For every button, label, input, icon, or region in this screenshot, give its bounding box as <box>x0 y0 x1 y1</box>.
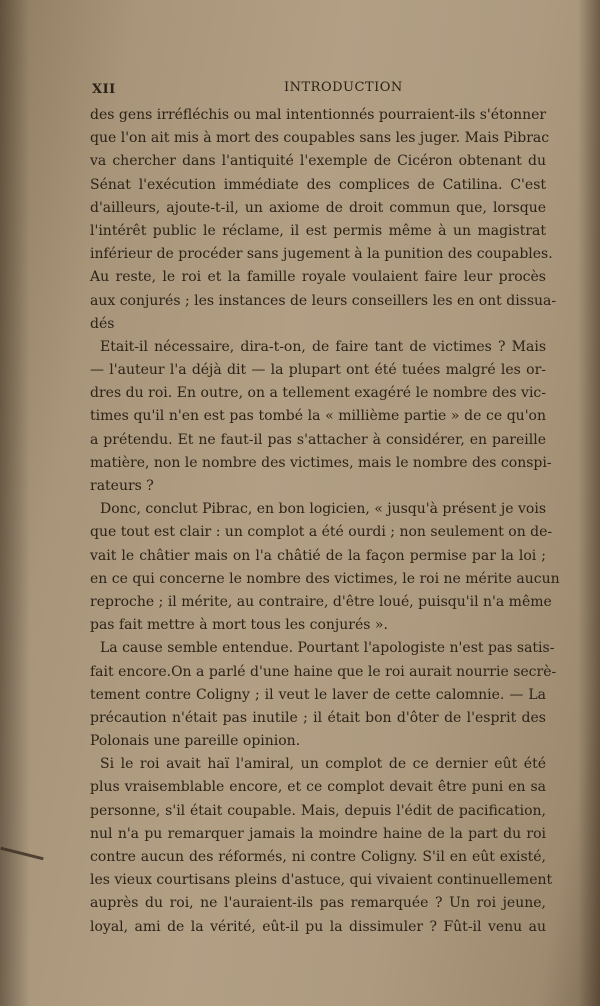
text-line: plus vraisemblable encore, et ce complot devait être puni en sa <box>90 779 546 796</box>
text-line: l'intérêt public le réclame, il est permis même à un magistrat <box>90 222 546 239</box>
text-line: reproche ; il mérite, au contraire, d'être loué, puisqu'il n'a même <box>90 593 552 610</box>
text-line: que l'on ait mis à mort des coupables sans les juger. Mais Pibrac <box>90 130 550 147</box>
text-line: Au reste, le roi et la famille royale voulaient faire leur procès <box>90 269 546 286</box>
page-shadow-right <box>578 0 600 1006</box>
text-line: — l'auteur l'a déjà dit — la plupart ont été tuées malgré les or- <box>90 362 546 379</box>
text-line: va chercher dans l'antiquité l'exemple de Cicéron obtenant du <box>90 153 546 170</box>
text-line: dres du roi. En outre, on a tellement exagéré le nombre des vic- <box>90 385 546 402</box>
text-line: que tout est clair : un complot a été ourdi ; non seulement on de- <box>90 524 553 541</box>
text-line: vait le châtier mais on l'a châtié de la façon permise par la loi ; <box>90 547 546 564</box>
text-line: times qu'il n'en est pas tombé la « millième partie » de ce qu'on <box>90 408 546 425</box>
text-line: loyal, ami de la vérité, eût-il pu la dissimuler ? Fût-il venu au <box>90 918 546 935</box>
text-line: des gens irréfléchis ou mal intentionnés pourraient-ils s'étonner <box>90 107 547 123</box>
running-head: INTRODUCTION <box>284 80 403 95</box>
text-line: aux conjurés ; les instances de leurs conseillers les en ont dissua- <box>90 292 557 309</box>
text-line: en ce qui concerne le nombre des victimes, le roi ne mérite aucun <box>90 570 560 587</box>
page-header <box>92 80 547 102</box>
text-line: contre aucun des réformés, ni contre Coligny. S'il en eût existé, <box>90 849 546 865</box>
paragraph-first-line: Etait-il nécessaire, dira-t-on, de faire tant de victimes ? Mais <box>100 338 546 355</box>
text-line: Sénat l'exécution immédiate des complices de Catilina. C'est <box>90 176 546 193</box>
text-line: d'ailleurs, ajoute-t-il, un axiome de droit commun que, lorsque <box>90 199 546 216</box>
text-line: a prétendu. Et ne faut-il pas s'attacher à considérer, en pareille <box>90 431 546 448</box>
body-text <box>90 104 560 939</box>
text-line: personne, s'il était coupable. Mais, depuis l'édit de pacification, <box>90 802 546 819</box>
text-line: matière, non le nombre des victimes, mais le nombre des conspi- <box>90 454 552 471</box>
text-line: tement contre Coligny ; il veut le laver de cette calomnie. — La <box>90 686 546 703</box>
text-line: les vieux courtisans pleins d'astuce, qui vivaient continuellement <box>90 872 553 889</box>
text-line: Polonais une pareille opinion. <box>90 733 301 750</box>
text-line: inférieur de procéder sans jugement à la punition des coupables. <box>90 246 553 263</box>
text-line: rateurs ? <box>90 478 154 494</box>
text-line: dés <box>90 315 115 332</box>
text-line: pas fait mettre à mort tous les conjurés ». <box>90 617 388 634</box>
text-line: nul n'a pu remarquer jamais la moindre haine de la part du roi <box>90 825 546 842</box>
text-line: auprès du roi, ne l'auraient-ils pas remarquée ? Un roi jeune, <box>90 895 546 912</box>
page-number: XII <box>92 82 116 97</box>
text-line: fait encore.On a parlé d'une haine que le roi aurait nourrie secrè- <box>90 663 557 680</box>
text-line: précaution n'était pas inutile ; il était bon d'ôter de l'esprit des <box>90 709 546 726</box>
paragraph-first-line: Donc, conclut Pibrac, en bon logicien, « jusqu'à présent je vois <box>100 501 546 518</box>
paragraph-first-line: La cause semble entendue. Pourtant l'apologiste n'est pas satis- <box>100 640 555 657</box>
paragraph-first-line: Si le roi avait haï l'amiral, un complot de ce dernier eût été <box>100 756 546 773</box>
